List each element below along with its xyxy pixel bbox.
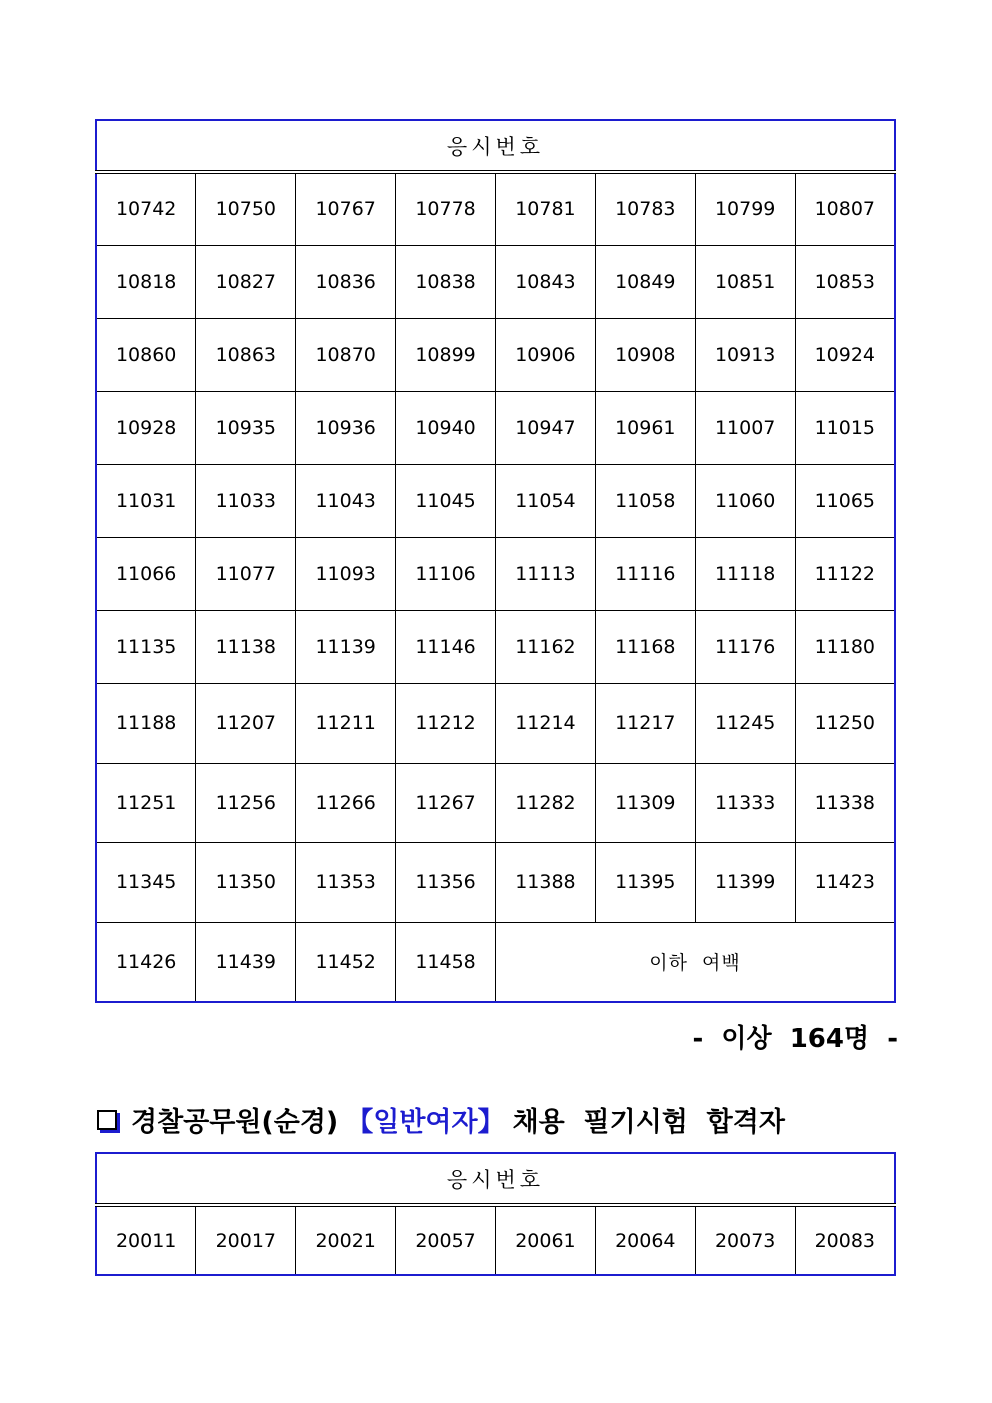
- table-row: [96, 537, 895, 610]
- applicant-number-cell: 10935: [196, 391, 296, 464]
- applicant-number-cell: 11439: [196, 922, 296, 1002]
- applicant-number-cell: 10870: [296, 318, 396, 391]
- applicant-number-cell: 11214: [496, 683, 596, 763]
- applicant-number-cell: 11267: [396, 763, 496, 842]
- applicant-number-cell: 10836: [296, 245, 396, 318]
- applicant-number-cell: 10908: [595, 318, 695, 391]
- section-heading: [95, 1100, 785, 1139]
- applicant-number-cell: 20073: [695, 1205, 795, 1275]
- table-row: [96, 1205, 895, 1275]
- applicant-number-cell: 10799: [695, 172, 795, 245]
- applicant-number-cell: 11146: [396, 610, 496, 683]
- applicant-number-cell: 11338: [795, 763, 895, 842]
- applicant-number-cell: 11118: [695, 537, 795, 610]
- applicant-number-cell: 11426: [96, 922, 196, 1002]
- applicant-number-cell: 11116: [595, 537, 695, 610]
- table-row: [96, 683, 895, 763]
- applicant-number-cell: 10807: [795, 172, 895, 245]
- applicant-number-cell: 10827: [196, 245, 296, 318]
- applicant-number-cell: 10863: [196, 318, 296, 391]
- applicant-number-cell: 11168: [595, 610, 695, 683]
- applicant-number-cell: 11045: [396, 464, 496, 537]
- table-row: [96, 610, 895, 683]
- table-row: [96, 763, 895, 842]
- applicant-number-cell: 11139: [296, 610, 396, 683]
- applicant-number-cell: 10742: [96, 172, 196, 245]
- applicant-number-cell: 10818: [96, 245, 196, 318]
- applicant-number-cell: 20021: [296, 1205, 396, 1275]
- applicant-number-cell: 11212: [396, 683, 496, 763]
- applicant-number-cell: 11135: [96, 610, 196, 683]
- table-row: [96, 245, 895, 318]
- applicant-number-cell: 10783: [595, 172, 695, 245]
- applicant-number-cell: 11093: [296, 537, 396, 610]
- applicant-number-cell: 10928: [96, 391, 196, 464]
- applicant-number-cell: 11251: [96, 763, 196, 842]
- applicant-number-cell: 11033: [196, 464, 296, 537]
- applicant-number-cell: 10936: [296, 391, 396, 464]
- applicant-number-cell: 11309: [595, 763, 695, 842]
- applicant-number-cell: 11353: [296, 842, 396, 922]
- applicant-number-cell: 10838: [396, 245, 496, 318]
- table-row: [96, 318, 895, 391]
- applicant-number-cell: 20057: [396, 1205, 496, 1275]
- applicant-number-cell: 11113: [496, 537, 596, 610]
- applicant-number-table-1: [95, 119, 896, 1003]
- applicant-number-cell: 11138: [196, 610, 296, 683]
- applicant-number-cell: 11188: [96, 683, 196, 763]
- applicant-number-cell: 20011: [96, 1205, 196, 1275]
- section-title-accent: 【일반여자】: [346, 1107, 505, 1138]
- checkbox-square-icon: [97, 1110, 117, 1130]
- applicant-number-cell: 10947: [496, 391, 596, 464]
- applicant-number-cell: 20061: [496, 1205, 596, 1275]
- applicant-number-cell: 11333: [695, 763, 795, 842]
- applicant-number-cell: 11207: [196, 683, 296, 763]
- applicant-number-cell: 11211: [296, 683, 396, 763]
- table-header: 응시번호: [96, 1153, 895, 1205]
- applicant-number-cell: 10750: [196, 172, 296, 245]
- applicant-number-cell: 11245: [695, 683, 795, 763]
- applicant-number-cell: 10940: [396, 391, 496, 464]
- applicant-number-cell: 11058: [595, 464, 695, 537]
- applicant-number-cell: 20064: [595, 1205, 695, 1275]
- applicant-number-cell: 10853: [795, 245, 895, 318]
- applicant-number-cell: 10906: [496, 318, 596, 391]
- applicant-number-table-2: [95, 1152, 896, 1276]
- applicant-number-cell: 11395: [595, 842, 695, 922]
- table-row: [96, 172, 895, 245]
- applicant-number-cell: 11180: [795, 610, 895, 683]
- table-row: [96, 391, 895, 464]
- table-row: [96, 464, 895, 537]
- applicant-number-cell: 11458: [396, 922, 496, 1002]
- applicant-number-cell: 11122: [795, 537, 895, 610]
- applicant-number-cell: 11060: [695, 464, 795, 537]
- section-title-suffix: 채용 필기시험 합격자: [512, 1107, 785, 1138]
- applicant-number-cell: 11350: [196, 842, 296, 922]
- applicant-number-cell: 11031: [96, 464, 196, 537]
- applicant-number-cell: 10778: [396, 172, 496, 245]
- blank-remainder-cell: 이하 여백: [496, 922, 896, 1002]
- table-row: [96, 922, 895, 1002]
- total-count-summary: - 이상 164명 -: [692, 1024, 898, 1054]
- applicant-number-cell: 11256: [196, 763, 296, 842]
- applicant-number-cell: 10899: [396, 318, 496, 391]
- applicant-number-cell: 10781: [496, 172, 596, 245]
- applicant-number-cell: 10913: [695, 318, 795, 391]
- applicant-number-cell: 11388: [496, 842, 596, 922]
- applicant-number-cell: 10924: [795, 318, 895, 391]
- applicant-number-cell: 11217: [595, 683, 695, 763]
- applicant-number-cell: 11452: [296, 922, 396, 1002]
- applicant-number-cell: 20017: [196, 1205, 296, 1275]
- applicant-number-cell: 11282: [496, 763, 596, 842]
- applicant-number-cell: 11065: [795, 464, 895, 537]
- applicant-number-cell: 10961: [595, 391, 695, 464]
- applicant-number-cell: 11007: [695, 391, 795, 464]
- applicant-number-cell: 11077: [196, 537, 296, 610]
- applicant-number-cell: 10851: [695, 245, 795, 318]
- applicant-number-cell: 11345: [96, 842, 196, 922]
- applicant-number-cell: 10860: [96, 318, 196, 391]
- applicant-number-cell: 11266: [296, 763, 396, 842]
- table-row: [96, 842, 895, 922]
- table-header: 응시번호: [96, 120, 895, 172]
- applicant-number-cell: 10849: [595, 245, 695, 318]
- applicant-number-cell: 11043: [296, 464, 396, 537]
- applicant-number-cell: 11015: [795, 391, 895, 464]
- applicant-number-cell: 20083: [795, 1205, 895, 1275]
- applicant-number-cell: 11162: [496, 610, 596, 683]
- section-title-prefix: 경찰공무원(순경): [131, 1107, 339, 1138]
- applicant-number-cell: 11106: [396, 537, 496, 610]
- applicant-number-cell: 10843: [496, 245, 596, 318]
- applicant-number-cell: 10767: [296, 172, 396, 245]
- applicant-number-cell: 11176: [695, 610, 795, 683]
- applicant-number-cell: 11250: [795, 683, 895, 763]
- applicant-number-cell: 11356: [396, 842, 496, 922]
- applicant-number-cell: 11066: [96, 537, 196, 610]
- applicant-number-cell: 11054: [496, 464, 596, 537]
- applicant-number-cell: 11399: [695, 842, 795, 922]
- applicant-number-cell: 11423: [795, 842, 895, 922]
